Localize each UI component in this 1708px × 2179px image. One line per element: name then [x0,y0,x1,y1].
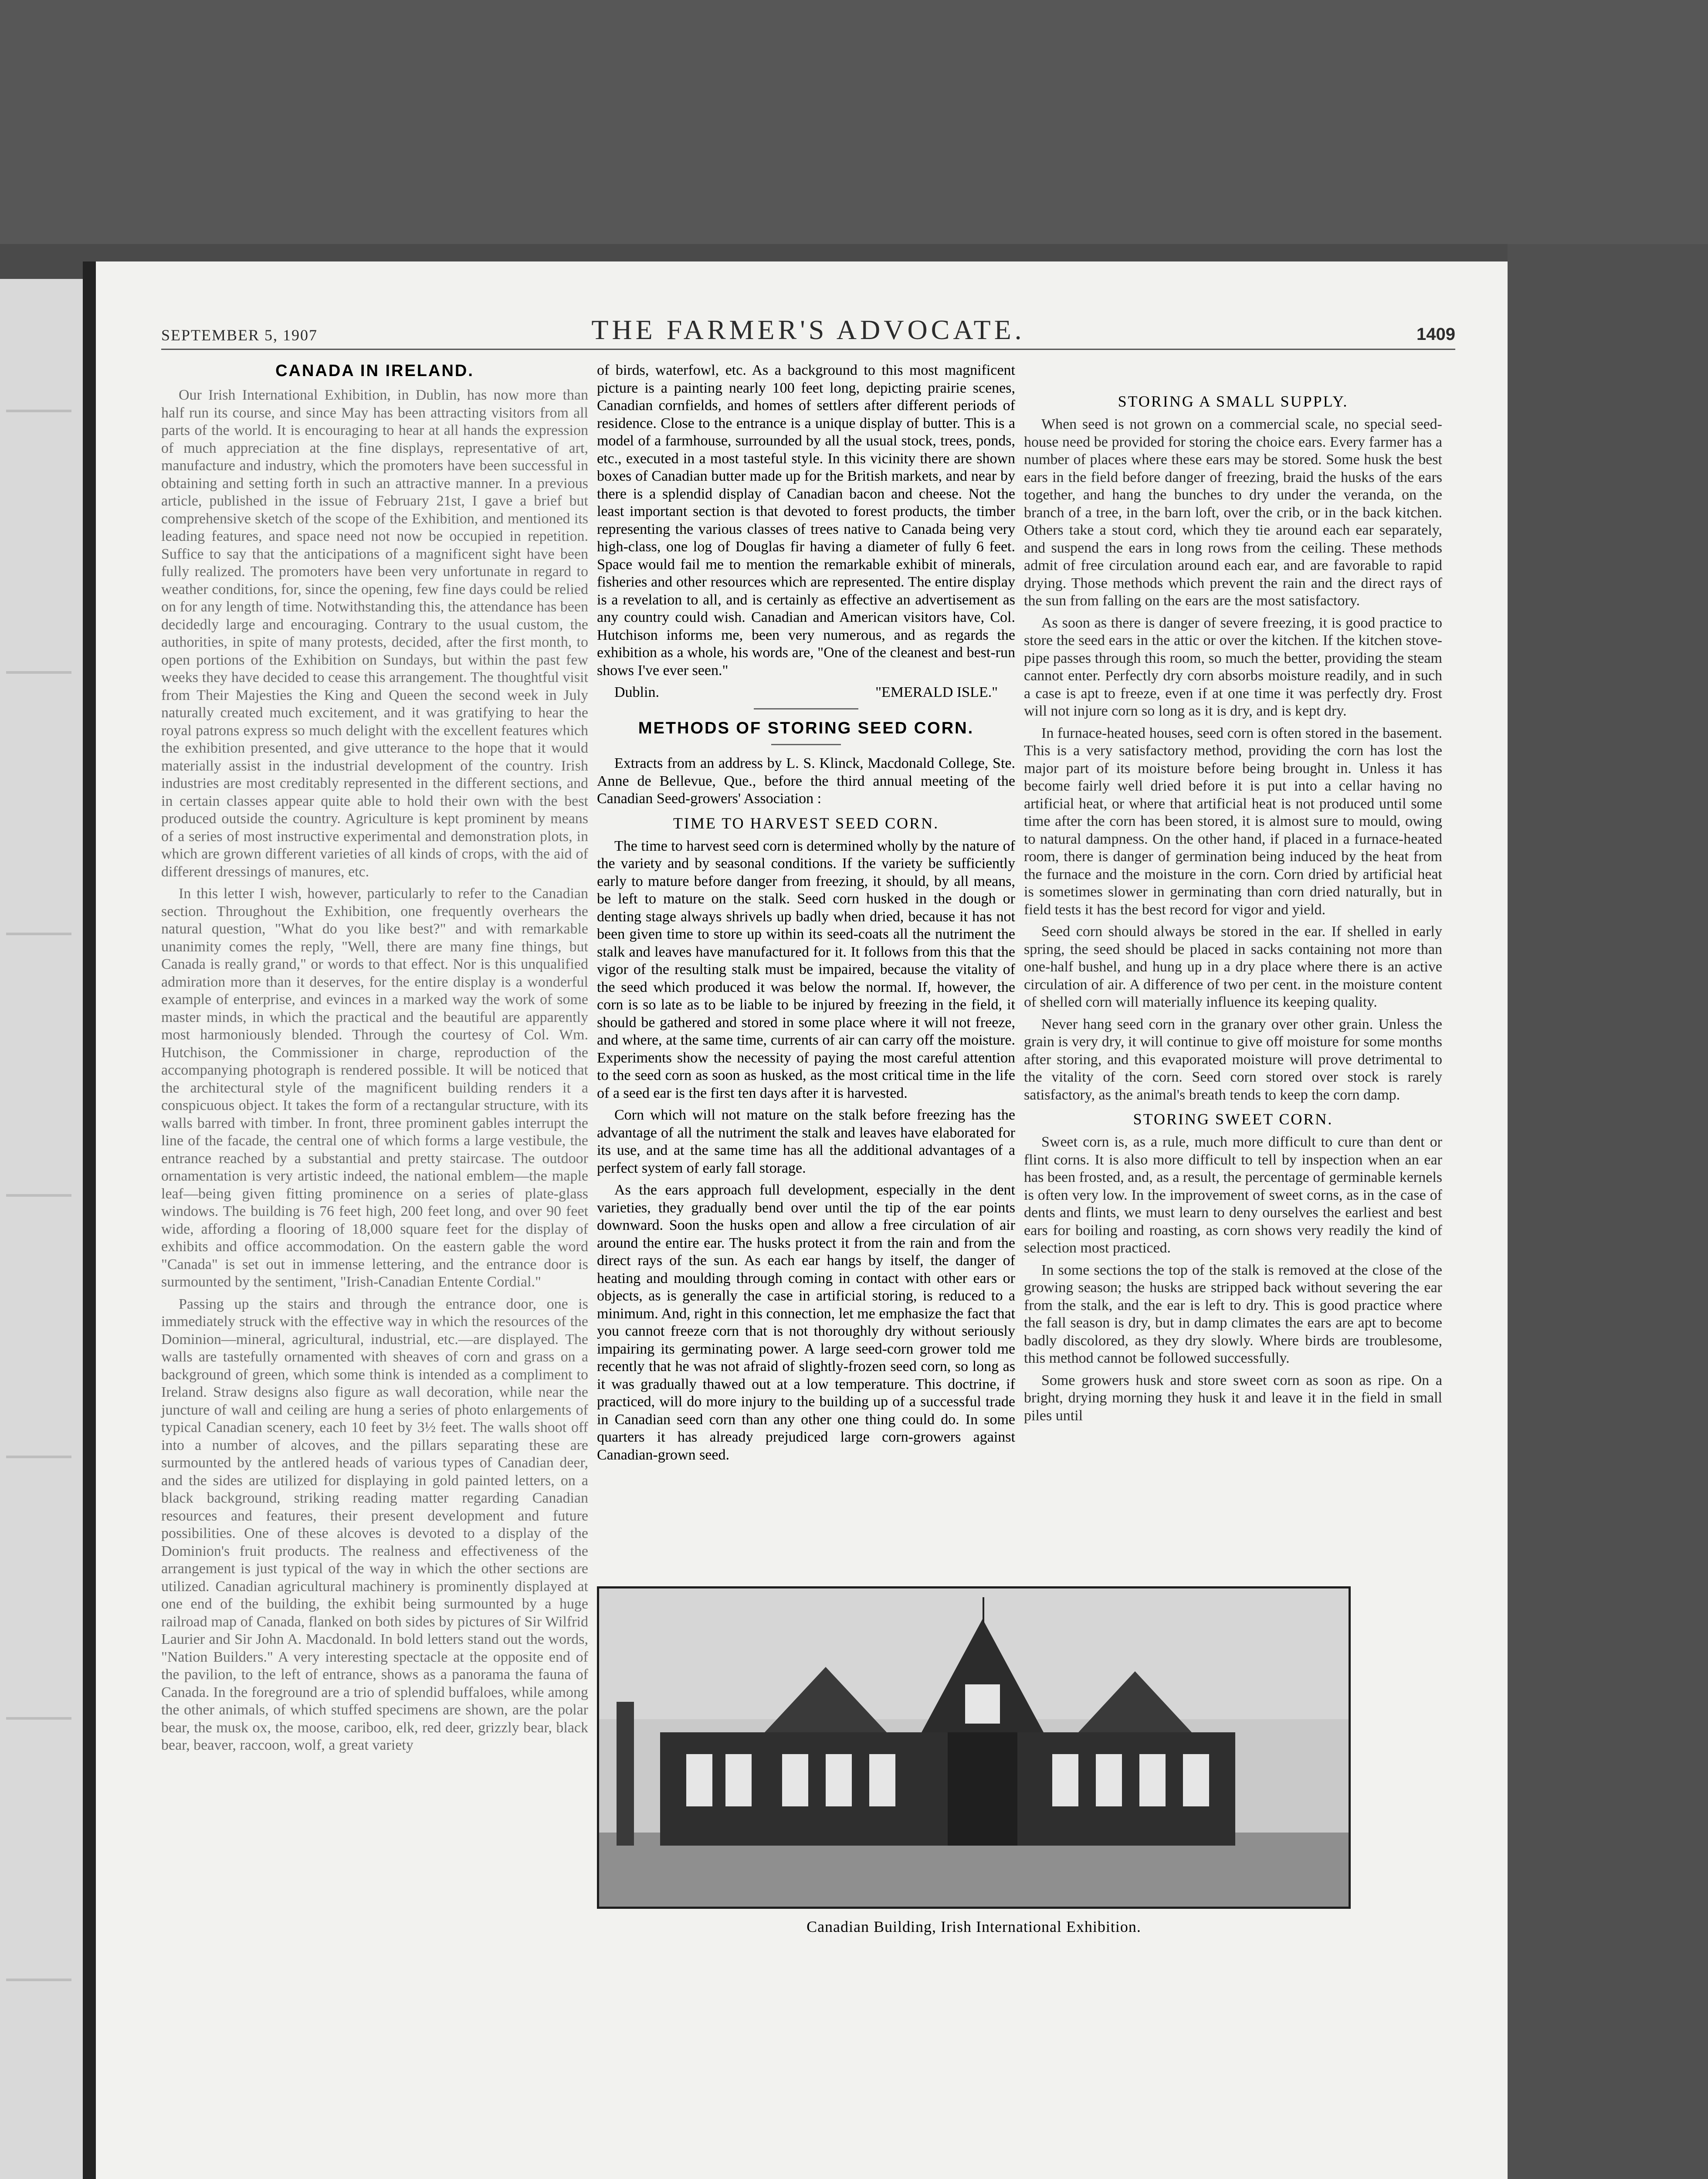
column-2 [597,362,1015,1468]
issue-date: SEPTEMBER 5, 1907 [161,326,318,344]
signature: "EMERALD ISLE." [875,684,998,700]
dateline: Dublin. [614,684,659,700]
column-1 [161,362,588,1759]
title-underline [771,744,841,745]
article1-continued: of birds, waterfowl, etc. As a background to this most magnificent picture is a painting nearly 100 feet long, depicting prairie scenes, Canadian cornfields, and homes of settlers after different periods of residence. Close to the entrance is a unique display of butter. This is a model of a farmhouse, surrounded by all the usual stock, trees, ponds, etc., executed in a most tasteful style. In this vicinity there are shown boxes of Canadian butter made up for the British markets, and near by there is a splendid display of Canadian bacon and cheese. Not the least important section is that devoted to forest products, the timber representing the various classes of trees native to Canada being very high-class, one log of Douglas fir having a diameter of fully 6 feet. Space would fail me to mention the remarkable exhibit of minerals, fisheries and other resources which are represented. The entire display is a revelation to all, and is certainly as effective an advertisement as any country could wish. Canadian and American visitors have, Col. Hutchison informs me, been very numerous, and as regards the exhibition as a whole, his words are, "One of the cleanest and best-run shows I've ever seen." [597,362,1015,679]
column-3 [1024,362,1442,1429]
building-photo-icon [599,1588,1349,1907]
article1-signature-line [597,684,1015,701]
masthead-title: THE FARMER'S ADVOCATE. [591,314,1025,345]
article2-paragraph: Sweet corn is, as a rule, much more difficult to cure than dent or flint corns. It is also more difficult to tell by inspection when an ear has been frosted, and, as a result, the percentage of germinable kernels is often very low. In the improvement of sweet corns, as in the case of dents and flints, we must learn to deny ourselves the earliest and best ears for boiling and roasting, as corn shows very readily the kind of selection most practiced. [1024,1134,1442,1256]
article2-paragraph: As the ears approach full development, especially in the dent varieties, they gradually bend over until the tip of the ear points downward. Soon the husks open and allow a free circulation of air around the entire ear. The husks protect it from the rain and from the direct rays of the sun. As each ear hangs by itself, the danger of heating and moulding through coming in contact with other ears or objects, as is generally the case in artificial storing, is reduced to a minimum. And, right in this connection, let me emphasize the fact that you cannot freeze corn that is not thoroughly dry without seriously impairing its germinating power. A large seed-corn grower told me recently that he was not afraid of slightly-frozen seed corn, so long as it was gradually thawed out at a low temperature. This doctrine, if practiced, will do more injury to the building up of a successful trade in Canadian seed corn than any other one thing could do. In some quarters it has already prejudiced large corn-growers against Canadian-grown seed. [597,1182,1015,1463]
binding-gutter [83,261,96,2179]
article2-paragraph: In some sections the top of the stalk is removed at the close of the growing season; the husks are stripped back without severing the ear from the stalk, and the ear is left to dry. This is good practice where the fall season is dry, but in damp climates the ears are apt to become badly discolored, as they dry slowly. Where birds are troublesome, this method cannot be followed successfully. [1024,1262,1442,1366]
section-divider [754,708,858,709]
previous-page-edge [0,279,85,2179]
article2-paragraph: When seed is not grown on a commercial scale, no special seed-house need be provided for storing the choice ears. Every farmer has a number of places where these ears may be stored. Some husk the best ears in the field before danger of freezing, braid the husks of the ears together, and hang the bunches to dry under the veranda, on the branch of a tree, in the barn loft, over the crib, or in the back kitchen. Others take a stout cord, which they tie around each ear separately, and suspend the ears in long rows from the ceiling. These methods admit of free circulation around each ear, and are favorable to rapid drying. Those methods which prevent the rain and the direct rays of the sun from falling on the ears are the most satisfactory. [1024,416,1442,609]
scan-background-top [0,0,1708,244]
article2-paragraph: Some growers husk and store sweet corn as soon as ripe. On a bright, drying morning they husk it and leave it in the field in small piles until [1024,1372,1442,1424]
article2-paragraph: In furnace-heated houses, seed corn is often stored in the basement. This is a very satisfactory method, providing the corn has lost the major part of its moisture before being brought in. Unless it has become fairly well dried before it is put into a cellar having no artificial heat, or where that artificial heat is not produced until some time after the corn has been stored, it is almost sure to mould, owing to natural dampness. On the other hand, if placed in a furnace-heated room, there is danger of germination being induced by the heat from the furnace and the moisture in the corn. Corn dried by artificial heat is sometimes slower in germinating than corn dried naturally, but in field tests it has the best record for vigor and yield. [1024,725,1442,918]
article1-paragraph: Passing up the stairs and through the entrance door, one is immediately struck with the effective way in which the resources of the Dominion—mineral, agricultural, industrial, etc.—are displayed. The walls are tastefully ornamented with sheaves of corn and grass on a background of green, which some think is intended as a compliment to Ireland. Straw designs also figure as wall decoration, while near the juncture of wall and ceiling are hung a series of photo enlargements of typical Canadian scenery, each 10 feet by 3½ feet. The walls shoot off into a number of alcoves, and the pillars separating these are surmounted by the antlered heads of various types of Canadian deer, and the sides are utilized for displaying in gold painted letters, on a black background, striking reading matter regarding Canadian resources and features, their present development and future possibilities. One of these alcoves is devoted to a display of the Dominion's fruit products. The realness and effectiveness of the arrangement is just typical of the way in which the other sections are utilized. Canadian agricultural machinery is prominently displayed at one end of the building, the exhibit being surmounted by a huge railroad map of Canada, flanked on both sides by pictures of Sir Wilfrid Laurier and Sir John A. Macdonald. In bold letters stand out the words, "Nation Builders." A very interesting spectacle at the opposite end of the pavilion, to the left of entrance, shows as a panorama the fauna of Canada. In the foreground are a trio of splendid buffaloes, while among the other animals, of which stuffed specimens are shown, are the polar bear, the musk ox, the moose, cariboo, elk, red deer, grizzly bear, black bear, beaver, raccoon, wolf, a great variety [161,1296,588,1753]
photograph-of-canadian-building [597,1586,1351,1909]
page-header [161,314,1455,350]
subheading-time-to-harvest: TIME TO HARVEST SEED CORN. [673,814,939,832]
article1-paragraph: Our Irish International Exhibition, in Dublin, has now more than half run its course, and since May has been attracting visitors from all parts of the world. It is encouraging to hear at all hands the expression of much appreciation at the fine displays, representative of art, manufacture and industry, which the promoters have been successful in obtaining and setting forth in such an attractive manner. In a previous article, published in the issue of February 21st, I gave a brief but comprehensive sketch of the scope of the Exhibition, and mentioned its leading features, and space need not now be occupied in repetition. Suffice to say that the anticipations of a magnificent sight have been fully realized. The promoters have been very unfortunate in regard to weather conditions, for, since the opening, few fine days could be relied on for any length of time. Notwithstanding this, the attendance has been decidedly large and encouraging. Contrary to the usual custom, the authorities, in spite of many protests, decided, after the first month, to open portions of the Exhibition on Sundays, but within the past few weeks they have decided to cease this arrangement. The thoughtful visit from Their Majesties the King and Queen the second week in July naturally created much excitement, and it was gratifying to hear the royal patrons express so much delight with the excellent features which the exhibition presented, and give utterance to the hope that it would materially assist in the industrial development of the country. Irish industries are most creditably represented in the different sections, and in certain classes appear quite able to hold their own with the best produced outside the country. Agriculture is kept prominent by means of a series of most instructive experimental and demonstration plots, in which are grown different varieties of all kinds of crops, with the aid of different dressings of manures, etc. [161,387,588,880]
subheading-storing-sweet-corn: STORING SWEET CORN. [1133,1110,1333,1128]
article2-paragraph: Never hang seed corn in the granary over other grain. Unless the grain is very dry, it will continue to give off moisture for some months after storing, and this evaporated moisture will prove detrimental to the vitality of the corn. Seed corn stored over stock is rarely satisfactory, as the animal's breath tends to keep the corn damp. [1024,1016,1442,1103]
article2-paragraph: The time to harvest seed corn is determined wholly by the nature of the variety and by seasonal conditions. If the variety be sufficiently early to mature before danger from freezing, it should, by all means, be left to mature on the stalk. Seed corn husked in the dough or denting stage always shrivels up badly when dried, because it has not been given time to store up within its seed-coats all the nutriment the stalk and leaves have manufactured for it. It follows from this that the vigor of the resulting stalk must be impaired, because the vitality of the seed which produced it was below the normal. If, however, the corn is so late as to be liable to be injured by freezing in the field, it should be gathered and stored in some place where it will not freeze, and where, at the same time, currents of air can carry off the moisture. Experiments show the necessity of paying the most careful attention to the seed corn as soon as husked, as the most critical time in the life of a seed ear is the first ten days after it is harvested. [597,838,1015,1101]
article-title-storing-seed-corn: METHODS OF STORING SEED CORN. [638,719,974,737]
article1-paragraph: In this letter I wish, however, particularly to refer to the Canadian section. Throughout the Exhibition, one frequently overhears the natural question, "What do you like best?" and with remarkable unanimity comes the reply, "Well, there are many fine things, but Canada is really grand," or words to that effect. Nor is this unqualified admiration more than it deserves, for the entire display is a wonderful example of enterprise, and evinces in a marked way the work of some master minds, in which the practical and the beautiful are apparently most harmoniously blended. Through the courtesy of Col. Wm. Hutchison, the Commissioner in charge, reproduction of the accompanying photograph is rendered possible. It will be noticed that the architectural style of the magnificent building renders it a conspicuous object. It takes the form of a rectangular structure, with its walls barred with timber. In front, three prominent gables interrupt the line of the facade, the central one of which forms a large vestibule, the entrance reached by a substantial and pretty staircase. The outdoor ornamentation is very artistic indeed, the national emblem—the maple leaf—being given fitting prominence on a series of plate-glass windows. The building is 76 feet high, 200 feet long, and over 90 feet wide, affording a flooring of 18,000 square feet for the display of exhibits and office accommodation. On the eastern gable the word "Canada" is set out in immense lettering, and the entrance door is surmounted by the sentiment, "Irish-Canadian Entente Cordial." [161,886,588,1290]
figure-caption: Canadian Building, Irish International Exhibition. [807,1918,1141,1935]
article2-paragraph: Seed corn should always be stored in the ear. If shelled in early spring, the seed should be placed in sacks containing not more than one-half bushel, and hung up in a dry place where there is an active circulation of air. A difference of two per cent. in the moisture content of shelled corn will materially influence its keeping quality. [1024,923,1442,1010]
scan-background-right [1508,244,1708,2179]
article2-intro: Extracts from an address by L. S. Klinck, Macdonald College, Ste. Anne de Bellevue, Que., before the third annual meeting of the Canadian Seed-growers' Association : [597,755,1015,807]
page-number: 1409 [1417,325,1455,344]
subheading-storing-small-supply: STORING A SMALL SUPPLY. [1118,393,1349,410]
article2-paragraph: As soon as there is danger of severe freezing, it is good practice to store the seed ears in the attic or over the kitchen. If the kitchen stove-pipe passes through this room, so much the better, providing the steam cannot enter. Perfectly dry corn absorbs moisture readily, and in such a case is apt to freeze, even if at one time it was perfectly dry. Frost will not injure corn so long as it is dry, and is kept dry. [1024,614,1442,719]
article2-paragraph: Corn which will not mature on the stalk before freezing has the advantage of all the nutriment the stalk and leaves have elaborated for its use, and at the same time has all the additional advantages of a perfect system of early fall storage. [597,1107,1015,1176]
article-title-canada-in-ireland: CANADA IN IRELAND. [275,362,474,380]
